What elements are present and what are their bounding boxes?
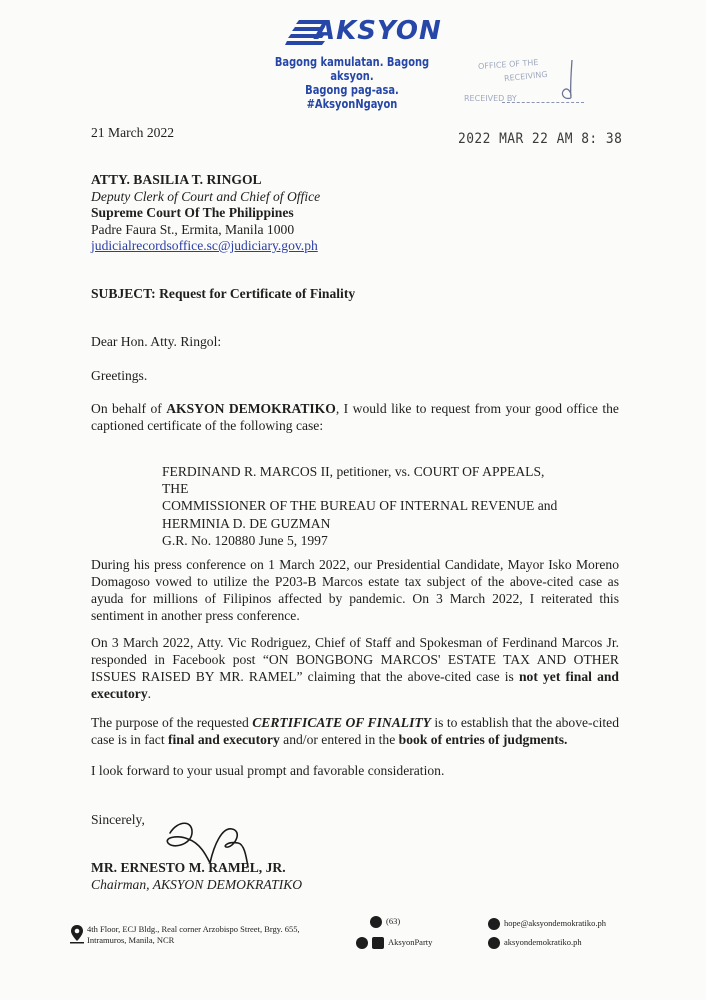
footer-phone-text: (63) xyxy=(386,916,401,926)
footer-address-line-2: Intramuros, Manila, NCR xyxy=(87,934,175,945)
para4-text-e: and/or entered in the xyxy=(279,732,399,747)
facebook-icon xyxy=(356,937,368,949)
youtube-icon xyxy=(372,937,384,949)
footer-address xyxy=(87,924,300,945)
slogan-line-1: Bagong kamulatan. Bagong aksyon. xyxy=(274,54,430,83)
signer-name: MR. ERNESTO M. RAMEL, JR. xyxy=(91,860,286,875)
stamp-receiving: RECEIVING xyxy=(503,69,548,84)
stamp-initial-icon xyxy=(554,58,584,106)
paragraph-response xyxy=(91,634,619,702)
footer-address-line-1: 4th Floor, ECJ Bldg., Real corner Arzobispo Street, Brgy. 655, xyxy=(87,924,300,934)
caption-line-2: COMMISSIONER OF THE BUREAU OF INTERNAL REVENUE and xyxy=(162,498,558,514)
caption-line-4: G.R. No. 120880 June 5, 1997 xyxy=(162,532,328,548)
letterhead-slogan xyxy=(264,55,440,111)
para3-emphasis: not yet final and executory xyxy=(91,669,619,701)
slogan-line-2: Bagong pag-asa. #AksyonNgayon xyxy=(305,82,399,111)
footer-website-text[interactable]: aksyondemokratiko.ph xyxy=(504,937,582,947)
case-caption xyxy=(162,463,562,549)
para4-text-a: The purpose of the requested xyxy=(91,715,253,730)
paragraph-purpose xyxy=(91,714,619,748)
footer-phone xyxy=(370,916,400,928)
email-icon xyxy=(488,918,500,930)
receiving-stamp xyxy=(458,58,588,108)
para4-text-c: is to establish that the above-cited case is in fact xyxy=(91,715,619,747)
recipient-role: Deputy Clerk of Court and Chief of Office xyxy=(91,188,321,204)
recipient-name: ATTY. BASILIA T. RINGOL xyxy=(91,172,262,187)
footer-social xyxy=(356,937,432,949)
footer-email xyxy=(488,918,606,930)
subject-line: SUBJECT: Request for Certificate of Finality xyxy=(91,286,356,301)
closing: Sincerely, xyxy=(91,812,145,827)
paragraph-request xyxy=(91,400,619,434)
para1-text-c: , I would like to request from your good office the captioned certificate of the following case: xyxy=(91,401,619,433)
stamp-received-by: RECEIVED BY xyxy=(464,94,517,103)
para4-book: book of entries of judgments. xyxy=(398,732,568,747)
salutation: Dear Hon. Atty. Ringol: xyxy=(91,334,222,349)
recipient-address: Padre Faura St., Ermita, Manila 1000 xyxy=(91,221,295,237)
signer-block xyxy=(91,859,302,893)
recipient-block xyxy=(91,172,320,255)
globe-icon xyxy=(488,937,500,949)
stamp-office: OFFICE OF THE xyxy=(477,57,539,72)
phone-icon xyxy=(370,916,382,928)
location-pin-icon xyxy=(70,924,84,944)
para3-text-a: On 3 March 2022, Atty. Vic Rodriguez, Chief of Staff and Spokesman of Ferdinand Marcos Jr. responded in Facebook post “ON BONGBONG MARCOS' ESTATE TAX AND OTHER ISSUES RAISED BY MR. RAMEL” claiming that the above-cited case is xyxy=(91,635,619,684)
footer-email-text[interactable]: hope@aksyondemokratiko.ph xyxy=(504,918,607,928)
recipient-email-link[interactable]: judicialrecordsoffice.sc@judiciary.gov.ph xyxy=(91,238,318,253)
recipient-org: Supreme Court Of The Philippines xyxy=(91,205,294,220)
para4-certificate: CERTIFICATE OF FINALITY xyxy=(252,715,431,730)
aksyon-logo xyxy=(285,14,442,54)
paragraph-press-conference: During his press conference on 1 March 2022, our Presidential Candidate, Mayor Isko Moreno Domagoso vowed to utilize the P203-B Marcos estate tax subject of the above-cited case as ayuda for millions of Filipinos affected by pandemic. On 3 March 2022, I reiterated this sentiment in another press conference. xyxy=(91,557,619,623)
caption-line-3: HERMINIA D. DE GUZMAN xyxy=(162,515,331,531)
letter-date: 21 March 2022 xyxy=(91,125,175,140)
para3-text-c: . xyxy=(147,686,152,701)
received-timestamp: 2022 MAR 22 AM 8: 38 xyxy=(458,131,623,147)
signer-title: Chairman, AKSYON DEMOKRATIKO xyxy=(91,877,303,892)
footer-website xyxy=(488,937,582,949)
paragraph-closing: I look forward to your usual prompt and favorable consideration. xyxy=(91,763,445,778)
para1-party-name: AKSYON DEMOKRATIKO xyxy=(166,401,336,416)
caption-line-1: FERDINAND R. MARCOS II, petitioner, vs. COURT OF APPEALS, THE xyxy=(162,464,545,497)
para1-text-a: On behalf of xyxy=(91,401,167,416)
para4-final: final and executory xyxy=(168,732,280,747)
greeting: Greetings. xyxy=(91,368,148,383)
footer-social-text: AksyonParty xyxy=(388,937,433,947)
logo-wordmark: AKSYON xyxy=(315,16,442,46)
